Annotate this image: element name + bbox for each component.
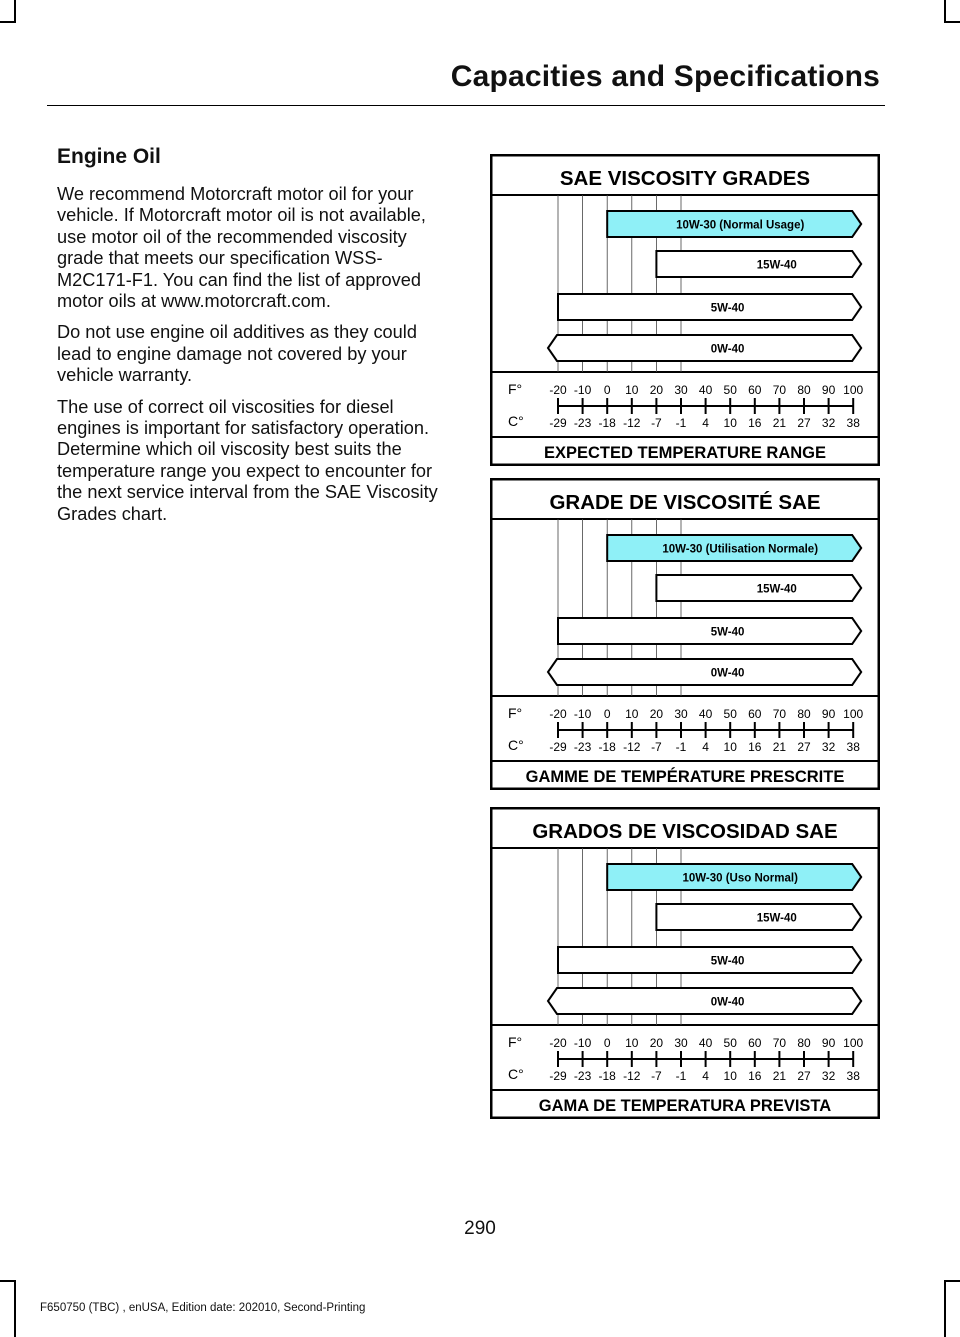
grade-label: 15W-40 [756,583,797,596]
fahrenheit-tick-label: 0 [603,1036,611,1050]
celsius-tick-label: -7 [651,416,662,430]
crop-mark [944,1280,960,1282]
celsius-tick-label: 21 [772,1069,787,1083]
grade-label: 5W-40 [710,955,745,968]
fahrenheit-tick-label: -10 [573,707,592,721]
fahrenheit-tick-label: -20 [549,1036,567,1050]
celsius-tick-label: 38 [846,416,860,430]
chart-footer-label: EXPECTED TEMPERATURE RANGE [543,444,827,462]
celsius-tick-label: -23 [573,740,592,754]
fahrenheit-tick-label: 50 [723,1036,737,1050]
header-rule [47,105,885,106]
footer-edition-info: F650750 (TBC) , enUSA, Edition date: 202010, Second-Printing [40,1302,366,1314]
fahrenheit-tick-label: 80 [797,383,811,397]
fahrenheit-tick-label: 20 [649,707,664,721]
fahrenheit-tick-label: 50 [723,707,737,721]
celsius-tick-label: 27 [797,740,811,754]
fahrenheit-tick-label: 100 [843,383,864,397]
celsius-tick-label: 32 [821,1069,836,1083]
fahrenheit-tick-label: 0 [603,707,611,721]
fahrenheit-unit-label: F° [508,381,523,397]
crop-mark [944,21,960,23]
celsius-tick-label: 10 [723,1069,737,1083]
celsius-tick-label: -29 [549,416,567,430]
celsius-tick-label: -7 [651,1069,662,1083]
celsius-tick-label: -1 [675,740,687,754]
celsius-tick-label: 27 [797,1069,811,1083]
celsius-tick-label: -12 [623,416,641,430]
celsius-tick-label: 38 [846,740,860,754]
fahrenheit-tick-label: 60 [748,1036,762,1050]
celsius-tick-label: 16 [748,1069,762,1083]
crop-mark [14,1280,16,1337]
fahrenheit-tick-label: 30 [674,383,688,397]
paragraph: The use of correct oil viscosities for diesel engines is important for satisfactory operation. Determine which oil viscosity best suits the temperature range you expect to encounter for the next service interval from the SAE Viscosity Grades chart. [57,396,438,524]
celsius-tick-label: -23 [573,416,592,430]
celsius-tick-label: 10 [723,740,737,754]
celsius-tick-label: -18 [598,740,616,754]
fahrenheit-tick-label: 80 [797,707,811,721]
celsius-tick-label: 21 [772,416,787,430]
fahrenheit-tick-label: 40 [698,1036,713,1050]
chart-footer-label: GAMA DE TEMPERATURA PREVISTA [538,1097,832,1115]
celsius-tick-label: -1 [675,416,687,430]
page-header-title: Capacities and Specifications [450,60,880,93]
grade-label: 0W-40 [710,343,745,356]
celsius-tick-label: 16 [748,740,762,754]
fahrenheit-tick-label: 60 [748,707,762,721]
viscosity-chart-spanish [490,807,880,1119]
fahrenheit-tick-label: 70 [772,1036,787,1050]
celsius-tick-label: -18 [598,416,616,430]
celsius-tick-label: -29 [549,740,567,754]
fahrenheit-tick-label: 20 [649,1036,664,1050]
crop-mark [0,1280,16,1282]
celsius-tick-label: 16 [748,416,762,430]
celsius-tick-label: -7 [651,740,662,754]
crop-mark [944,0,946,22]
celsius-unit-label: C° [508,1066,524,1082]
celsius-unit-label: C° [508,737,524,753]
fahrenheit-tick-label: 70 [772,707,787,721]
fahrenheit-tick-label: 90 [821,1036,836,1050]
grade-bar [548,988,861,1014]
celsius-tick-label: 32 [821,740,836,754]
fahrenheit-tick-label: -20 [549,383,567,397]
paragraph: Do not use engine oil additives as they could lead to engine damage not covered by your vehicle warranty. [57,322,417,386]
fahrenheit-tick-label: 50 [723,383,737,397]
grade-label: 5W-40 [710,626,745,639]
viscosity-chart-french [490,478,880,790]
grade-label: 10W-30 (Utilisation Normale) [662,543,819,556]
paragraph: We recommend Motorcraft motor oil for your vehicle. If Motorcraft motor oil is not available, use motor oil of the recommended viscosity grade that meets our specification WSS-M2C171-F1. You can find the list of approved motor oils at www.motorcraft.com. [57,184,426,312]
crop-mark [14,0,16,22]
fahrenheit-tick-label: 40 [698,383,713,397]
celsius-unit-label: C° [508,413,524,429]
grade-label: 0W-40 [710,996,745,1009]
celsius-tick-label: -1 [675,1069,687,1083]
celsius-tick-label: 4 [702,1069,709,1083]
page-number: 290 [464,1218,496,1239]
fahrenheit-tick-label: -20 [549,707,567,721]
celsius-tick-label: -12 [623,740,641,754]
grade-bar [558,294,861,320]
fahrenheit-tick-label: 60 [748,383,762,397]
grade-label: 15W-40 [756,912,797,925]
grade-bar [558,947,861,973]
grade-label: 5W-40 [710,302,745,315]
grade-bar [548,335,861,361]
fahrenheit-tick-label: 90 [821,383,836,397]
grade-label: 10W-30 (Uso Normal) [682,872,798,885]
fahrenheit-tick-label: 70 [772,383,787,397]
grade-label: 15W-40 [756,259,797,272]
celsius-tick-label: 4 [702,416,709,430]
fahrenheit-tick-label: 30 [674,1036,688,1050]
fahrenheit-unit-label: F° [508,705,523,721]
celsius-tick-label: 38 [846,1069,860,1083]
fahrenheit-tick-label: -10 [573,383,592,397]
fahrenheit-tick-label: -10 [573,1036,592,1050]
fahrenheit-tick-label: 30 [674,707,688,721]
crop-mark [0,21,16,23]
grade-label: 0W-40 [710,667,745,680]
celsius-tick-label: 21 [772,740,787,754]
celsius-tick-label: -12 [623,1069,641,1083]
chart-title: GRADOS DE VISCOSIDAD SAE [532,820,838,843]
celsius-tick-label: 27 [797,416,811,430]
celsius-tick-label: -29 [549,1069,567,1083]
fahrenheit-tick-label: 100 [843,1036,864,1050]
fahrenheit-tick-label: 80 [797,1036,811,1050]
fahrenheit-tick-label: 20 [649,383,664,397]
section-title: Engine Oil [57,145,161,168]
celsius-tick-label: -18 [598,1069,616,1083]
fahrenheit-tick-label: 10 [625,1036,639,1050]
section-body [57,184,452,535]
fahrenheit-tick-label: 90 [821,707,836,721]
chart-title: SAE VISCOSITY GRADES [559,167,811,190]
crop-mark [944,1280,946,1337]
fahrenheit-unit-label: F° [508,1034,523,1050]
celsius-tick-label: -23 [573,1069,592,1083]
fahrenheit-tick-label: 40 [698,707,713,721]
grade-bar [548,659,861,685]
chart-title: GRADE DE VISCOSITÉ SAE [549,491,821,514]
grade-bar [558,618,861,644]
fahrenheit-tick-label: 100 [843,707,864,721]
fahrenheit-tick-label: 10 [625,383,639,397]
grade-label: 10W-30 (Normal Usage) [676,219,805,232]
fahrenheit-tick-label: 0 [603,383,611,397]
celsius-tick-label: 32 [821,416,836,430]
viscosity-chart-english [490,154,880,466]
celsius-tick-label: 4 [702,740,709,754]
celsius-tick-label: 10 [723,416,737,430]
chart-footer-label: GAMME DE TEMPÉRATURE PRESCRITE [525,768,845,786]
fahrenheit-tick-label: 10 [625,707,639,721]
